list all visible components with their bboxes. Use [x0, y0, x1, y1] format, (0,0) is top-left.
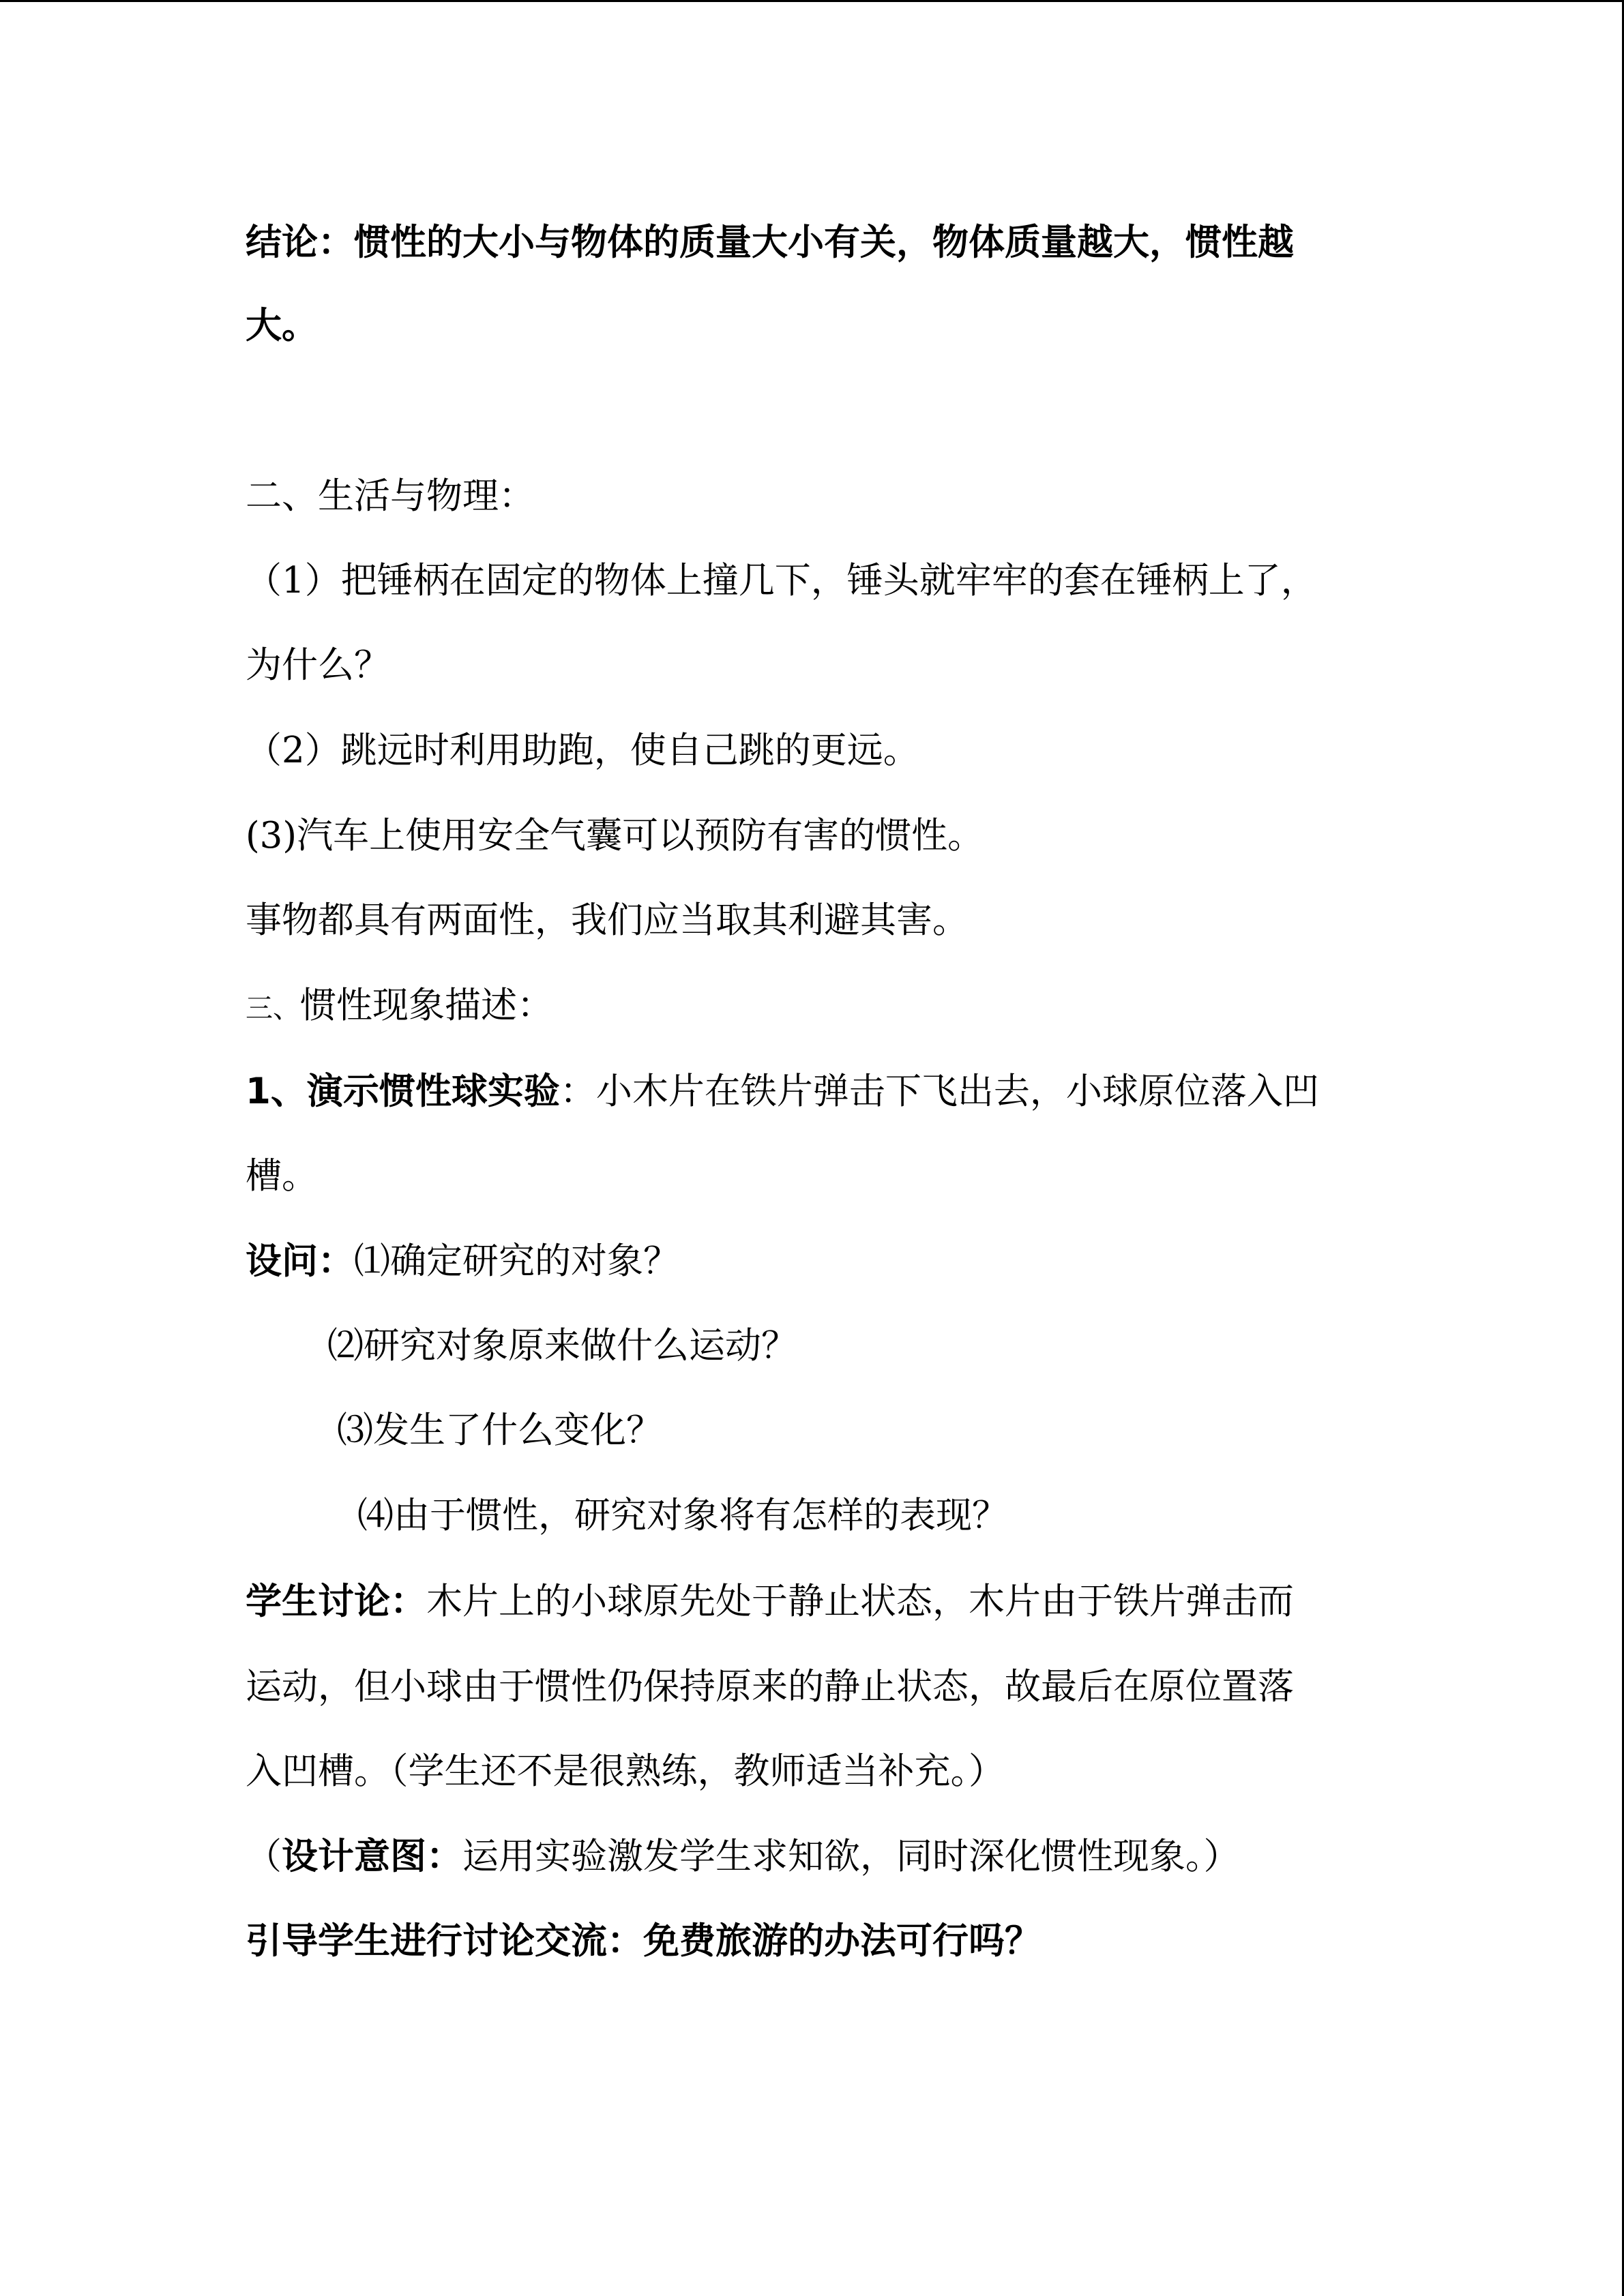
- design-intent: [246, 1833, 1240, 1881]
- experiment-label: 1、演示惯性球实验: [246, 1071, 560, 1112]
- conclusion-line-2: 大。: [246, 305, 318, 346]
- conclusion-line-1: 结论：惯性的大小与物体的质量大小有关，物体质量越大，惯性越: [246, 222, 1294, 263]
- question-line-1: [246, 1238, 679, 1285]
- section-2-summary: 事物都具有两面性，我们应当取其利避其害。: [246, 899, 969, 941]
- section-3-number: 三、: [246, 993, 300, 1024]
- discussion-line-2: 运动，但小球由于惯性仍保持原来的静止状态，故最后在原位置落: [246, 1666, 1294, 1708]
- experiment-line-2: 槽。: [246, 1155, 318, 1197]
- question-3: ⑶发生了什么变化？: [337, 1410, 662, 1451]
- experiment-line-1: [246, 1068, 1319, 1116]
- design-open-paren: （: [246, 1836, 282, 1877]
- section-2-heading: 二、生活与物理：: [246, 475, 535, 517]
- design-label: 设计意图：: [282, 1836, 462, 1877]
- section-2-item-3: (3)汽车上使用安全气囊可以预防有害的惯性。: [246, 815, 984, 856]
- guide-discussion: 引导学生进行讨论交流：免费旅游的办法可行吗？: [246, 1920, 1041, 1962]
- discussion-line-1: [246, 1578, 1294, 1626]
- design-text: 运用实验激发学生求知欲，同时深化惯性现象。）: [462, 1836, 1240, 1877]
- question-4: ⑷由于惯性，研究对象将有怎样的表现？: [357, 1495, 1008, 1536]
- experiment-text: ：小木片在铁片弹击下飞出去，小球原位落入凹: [559, 1071, 1319, 1112]
- question-label: 设问：: [246, 1240, 354, 1282]
- question-2: ⑵研究对象原来做什么运动？: [327, 1325, 797, 1367]
- section-3-title: 惯性现象描述：: [300, 985, 553, 1026]
- discussion-text: 木片上的小球原先处于静止状态，木片由于铁片弹击而: [426, 1581, 1294, 1622]
- section-2-item-1-line-1: （1）把锤柄在固定的物体上撞几下，锤头就牢牢的套在锤柄上了，: [246, 560, 1317, 601]
- section-2-item-2: （2）跳远时利用助跑，使自己跳的更远。: [246, 730, 919, 771]
- section-2-item-1-line-2: 为什么？: [246, 644, 390, 686]
- discussion-line-3: 入凹槽。（学生还不是很熟练，教师适当补充。）: [246, 1750, 1005, 1792]
- discussion-label: 学生讨论：: [246, 1581, 426, 1622]
- question-1: ⑴确定研究的对象？: [354, 1240, 679, 1282]
- section-3-heading: [246, 982, 553, 1032]
